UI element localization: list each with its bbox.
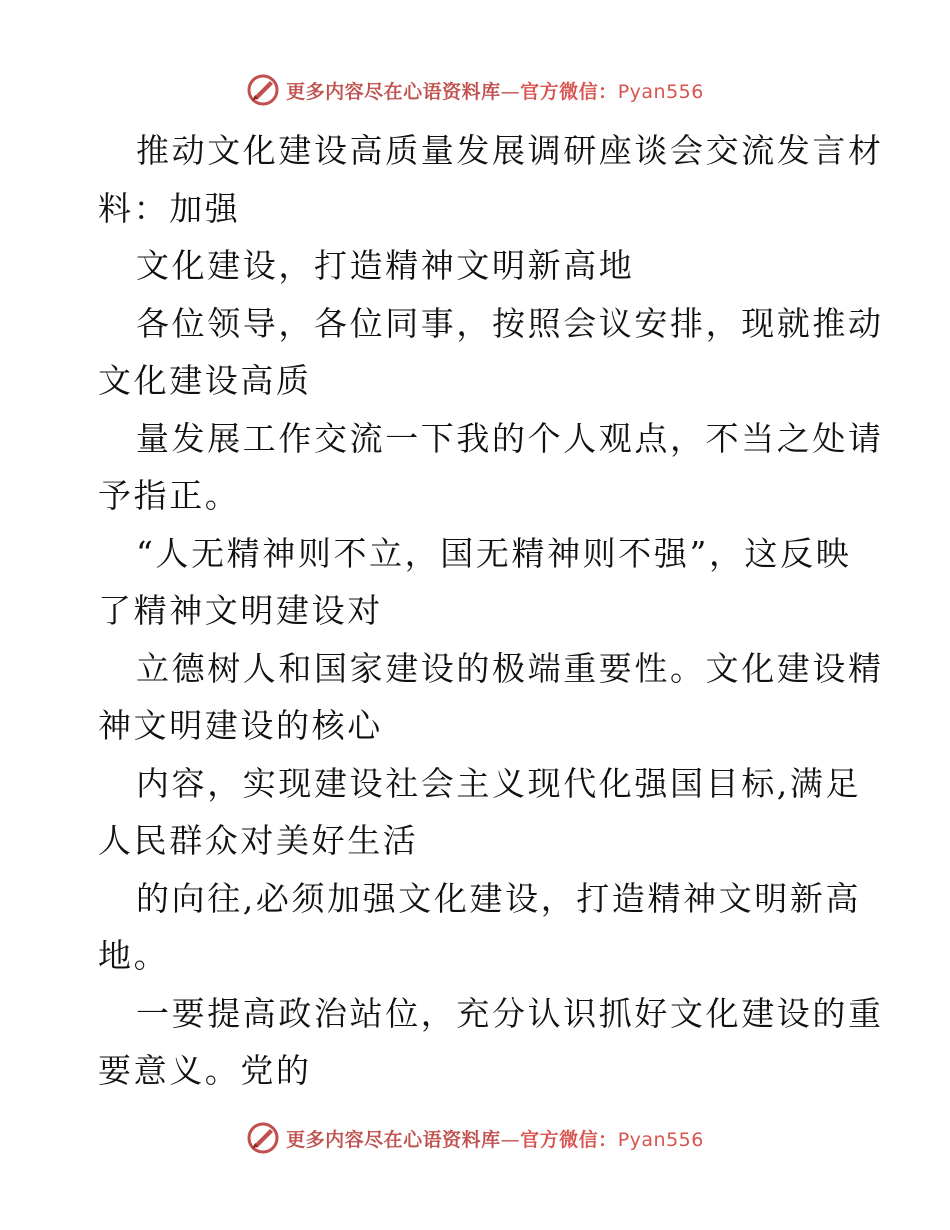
brush-pen-logo-icon xyxy=(246,73,280,107)
body-text-line: 一要提高政治站位，充分认识抓好文化建设的重 xyxy=(136,993,884,1033)
document-body xyxy=(98,122,884,1100)
body-text-line: 文化建设，打造精神文明新高地 xyxy=(136,246,635,285)
body-text-line: 了精神文明建设对 xyxy=(98,591,383,630)
body-text-line: 料：加强 xyxy=(98,188,241,228)
watermark-dash: — xyxy=(500,80,521,103)
brush-pen-logo-icon xyxy=(246,1121,280,1155)
body-text-line: 量发展工作交流一下我的个人观点，不当之处请 xyxy=(136,418,884,458)
watermark-dash: — xyxy=(500,1128,521,1151)
body-text-line: 各位领导，各位同事，按照会议安排，现就推动 xyxy=(136,303,884,343)
watermark-text xyxy=(286,77,704,104)
watermark-account-label: 官方微信： xyxy=(520,1128,618,1151)
footer-watermark xyxy=(0,1118,950,1158)
body-text-line: 文化建设高质 xyxy=(98,361,312,400)
watermark-text xyxy=(286,1125,704,1152)
body-text-line: “人无精神则不立，国无精神则不强”，这反映 xyxy=(136,533,852,573)
watermark-account-label: 官方微信： xyxy=(520,80,618,103)
body-text-line: 的向往,必须加强文化建设，打造精神文明新高 xyxy=(136,878,862,918)
body-text-line: 立德树人和国家建设的极端重要性。文化建设精 xyxy=(136,648,884,688)
watermark-account-id: Pyan556 xyxy=(617,1128,704,1151)
watermark-brand: 更多内容尽在心语资料库 xyxy=(286,80,501,103)
body-text-line: 人民群众对美好生活 xyxy=(98,821,419,860)
body-text-line: 神文明建设的核心 xyxy=(98,706,383,745)
body-text-line: 内容，实现建设社会主义现代化强国目标,满足 xyxy=(136,763,862,803)
body-text-line: 推动文化建设高质量发展调研座谈会交流发言材 xyxy=(136,131,884,170)
watermark-account-id: Pyan556 xyxy=(617,80,704,103)
header-watermark xyxy=(0,70,950,110)
body-text-line: 地。 xyxy=(98,936,170,975)
body-text-line: 予指正。 xyxy=(98,476,241,515)
body-text-line: 要意义。党的 xyxy=(98,1051,312,1090)
watermark-brand: 更多内容尽在心语资料库 xyxy=(286,1128,501,1151)
